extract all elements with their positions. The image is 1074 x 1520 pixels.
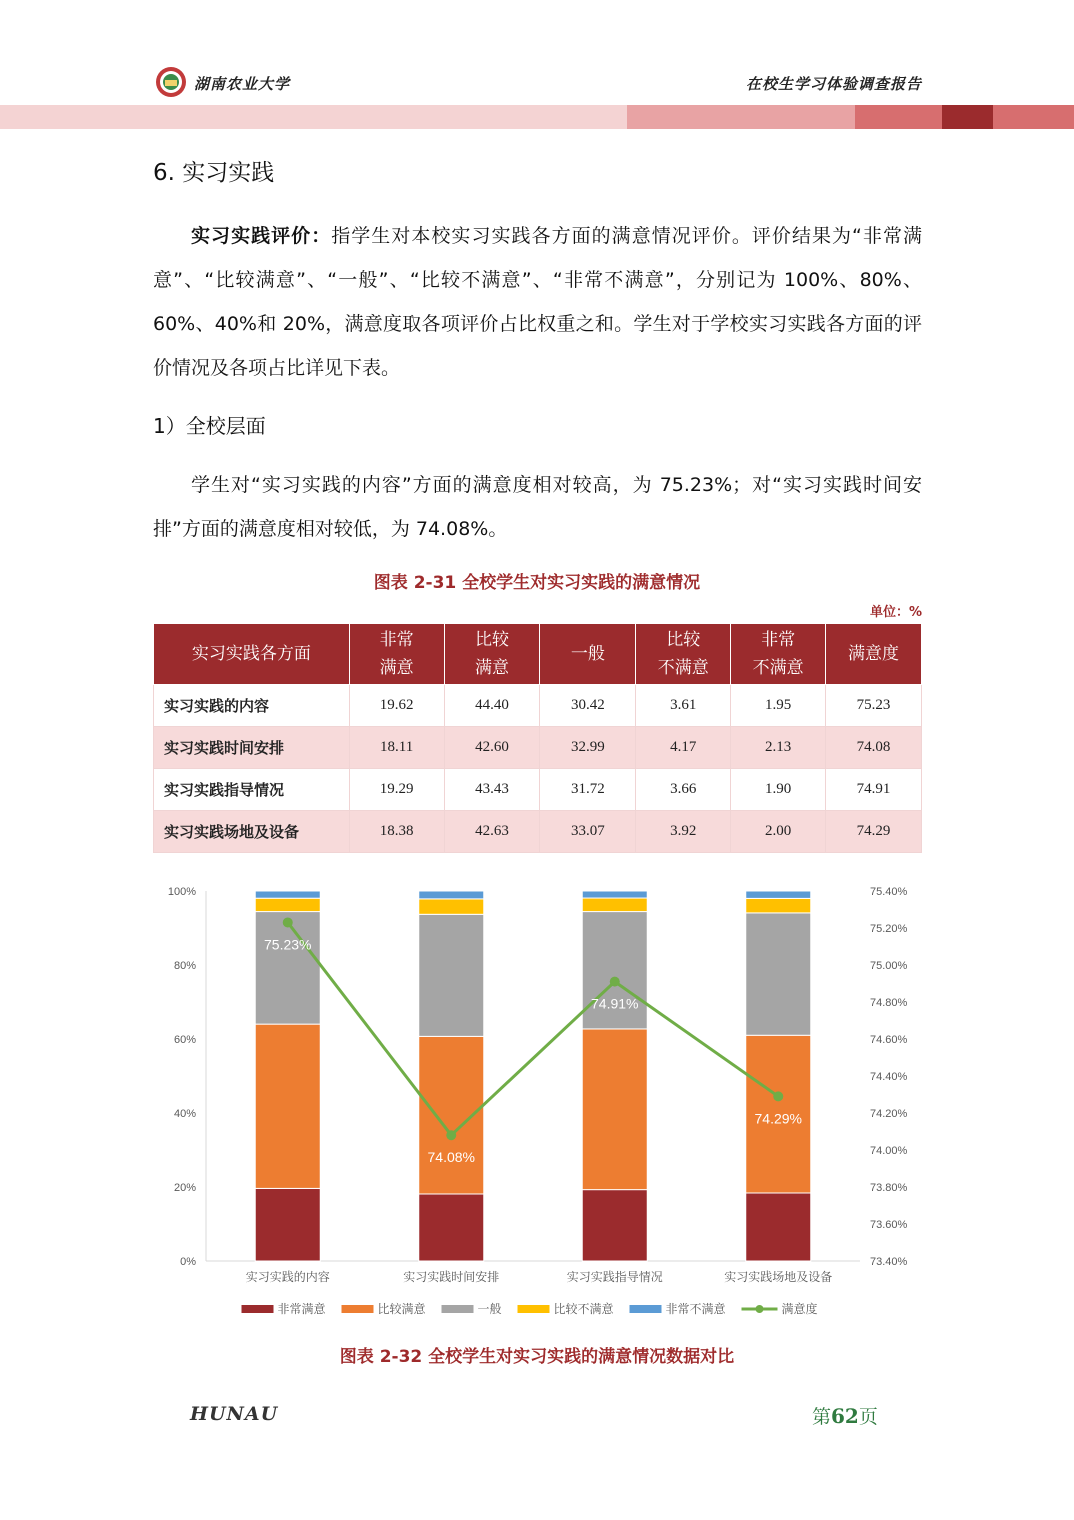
y-tick-label: 100% — [167, 886, 196, 898]
table-cell: 3.61 — [636, 685, 731, 727]
bar-segment — [255, 1024, 320, 1188]
header-line: 满意 — [475, 658, 509, 678]
header-line: 实习实践各方面 — [191, 644, 311, 664]
y2-tick-label: 75.20% — [870, 923, 908, 935]
header-cell — [349, 624, 444, 685]
y2-tick-label: 75.40% — [870, 886, 908, 898]
chart-caption: 图表 2-32 全校学生对实习实践的满意情况数据对比 — [339, 1347, 735, 1367]
page-prefix: 第 — [812, 1406, 832, 1428]
table-cell: 75.23 — [826, 685, 922, 727]
university-name: 湖南农业大学 — [194, 75, 291, 93]
x-tick-label: 实习实践时间安排 — [403, 1270, 500, 1284]
x-tick-label: 实习实践场地及设备 — [724, 1270, 833, 1284]
bar-segment — [419, 891, 484, 899]
summary-paragraph: 学生对“实习实践的内容”方面的满意度相对较高，为 75.23%；对“实习实践时间安排”方面的满意度相对较低，为 74.08%。 — [153, 474, 922, 540]
header-line: 比较 — [666, 630, 701, 650]
y-tick-label: 60% — [173, 1034, 196, 1046]
table-cell: 18.11 — [349, 727, 444, 769]
table-cell: 3.92 — [636, 811, 731, 853]
data-label: 74.91% — [591, 995, 639, 1012]
bar-segment — [582, 898, 647, 912]
header-line: 非常 — [761, 630, 796, 650]
y2-tick-label: 74.40% — [870, 1071, 908, 1083]
table-row — [154, 769, 922, 811]
table-row — [154, 727, 922, 769]
y2-tick-label: 73.80% — [870, 1182, 908, 1194]
row-label: 实习实践指导情况 — [154, 769, 350, 811]
header-line: 不满意 — [657, 658, 709, 678]
header-band-segment — [855, 105, 942, 129]
table-cell: 2.13 — [731, 727, 826, 769]
table-cell: 33.07 — [540, 811, 636, 853]
intro-paragraph — [153, 214, 922, 390]
bar-segment — [746, 891, 811, 898]
legend-label: 非常满意 — [277, 1302, 326, 1316]
header-line: 不满意 — [752, 658, 804, 678]
row-label: 实习实践时间安排 — [154, 727, 350, 769]
y2-tick-label: 74.20% — [870, 1108, 908, 1120]
page-number — [812, 1402, 878, 1429]
report-title: 在校生学习体验调查报告 — [745, 75, 922, 93]
satisfaction-point — [773, 1091, 783, 1101]
x-tick-label: 实习实践的内容 — [245, 1270, 330, 1284]
table-header-row — [154, 624, 922, 685]
y-tick-label: 20% — [173, 1182, 196, 1194]
header-line: 非常 — [379, 630, 414, 650]
subsection-title: 1）全校层面 — [153, 414, 266, 438]
bar-segment — [419, 899, 484, 914]
table-cell: 4.17 — [636, 727, 731, 769]
legend-label: 一般 — [477, 1302, 502, 1316]
satisfaction-point — [610, 977, 620, 987]
y2-tick-label: 74.00% — [870, 1145, 908, 1157]
bar-segment — [582, 1029, 647, 1190]
table-cell: 74.29 — [826, 811, 922, 853]
bar-segment — [746, 913, 811, 1035]
header-band-segment — [627, 105, 855, 129]
header-cell — [826, 624, 922, 685]
bar-segment — [582, 891, 647, 898]
legend-label: 满意度 — [781, 1302, 818, 1316]
section-title: 6. 实习实践 — [153, 160, 275, 186]
table-cell: 1.90 — [731, 769, 826, 811]
x-tick-label: 实习实践指导情况 — [566, 1270, 663, 1284]
header-cell — [731, 624, 826, 685]
data-label: 74.08% — [427, 1149, 475, 1166]
bar-segment — [255, 1188, 320, 1261]
table-cell: 74.91 — [826, 769, 922, 811]
table-cell: 42.60 — [444, 727, 540, 769]
table-row — [154, 811, 922, 853]
legend-swatch — [242, 1305, 274, 1313]
table-cell: 18.38 — [349, 811, 444, 853]
y-tick-label: 40% — [173, 1108, 196, 1120]
y2-tick-label: 73.60% — [870, 1219, 908, 1231]
table-caption: 图表 2-31 全校学生对实习实践的满意情况 — [373, 573, 701, 593]
y2-tick-label: 74.60% — [870, 1034, 908, 1046]
row-label: 实习实践场地及设备 — [154, 811, 350, 853]
table-cell: 3.66 — [636, 769, 731, 811]
stacked-bar-line-chart — [153, 873, 922, 1333]
satisfaction-line — [288, 922, 779, 1135]
legend-marker — [756, 1305, 764, 1313]
y-tick-label: 80% — [173, 960, 196, 972]
header-band-segment — [0, 105, 627, 129]
y2-tick-label: 75.00% — [870, 960, 908, 972]
bar-segment — [746, 1193, 811, 1261]
intro-text: 指学生对本校实习实践各方面的满意情况评价。评价结果为“非常满意”、“比较满意”、“一般”、“比较不满意”、“非常不满意”，分别记为 100%、80%、60%、40%和 20%，满意度取各项评价占比权重之和。学生对于学校实习实践各方面的评价情况及各项占比详见下表。 — [153, 225, 922, 379]
bar-segment — [419, 914, 484, 1036]
legend-label: 比较不满意 — [553, 1302, 614, 1316]
legend-swatch — [442, 1305, 474, 1313]
y2-tick-label: 74.80% — [870, 997, 908, 1009]
header-band-segment — [942, 105, 993, 129]
table-unit: 单位：% — [869, 605, 922, 620]
table-row — [154, 685, 922, 727]
table-cell: 2.00 — [731, 811, 826, 853]
footer-logo: HUNAU — [190, 1403, 279, 1425]
page-number-value: 62 — [831, 1404, 859, 1428]
header-line: 比较 — [475, 630, 509, 650]
satisfaction-table — [153, 623, 922, 853]
bar-segment — [419, 1194, 484, 1261]
header-cell — [636, 624, 731, 685]
bar-segment — [255, 898, 320, 911]
data-label: 75.23% — [264, 936, 312, 953]
intro-bold-term: 实习实践评价： — [191, 225, 332, 247]
table-cell: 19.29 — [349, 769, 444, 811]
table-cell: 74.08 — [826, 727, 922, 769]
header-line: 满意 — [379, 658, 414, 678]
legend-swatch — [630, 1305, 662, 1313]
table-cell: 30.42 — [540, 685, 636, 727]
header-line: 满意度 — [848, 644, 900, 664]
page-header — [0, 0, 1074, 130]
satisfaction-point — [283, 917, 293, 927]
table-cell: 19.62 — [349, 685, 444, 727]
bar-segment — [255, 891, 320, 898]
table-cell: 42.63 — [444, 811, 540, 853]
header-line: 一般 — [570, 644, 605, 664]
data-label: 74.29% — [754, 1110, 802, 1127]
header-cell — [444, 624, 540, 685]
bar-segment — [582, 1190, 647, 1261]
bar-segment — [255, 912, 320, 1025]
table-cell: 43.43 — [444, 769, 540, 811]
university-seal-icon — [155, 66, 187, 98]
satisfaction-point — [446, 1130, 456, 1140]
row-label: 实习实践的内容 — [154, 685, 350, 727]
y2-tick-label: 73.40% — [870, 1256, 908, 1268]
table-cell: 1.95 — [731, 685, 826, 727]
header-band-segment — [993, 105, 1074, 129]
legend-swatch — [342, 1305, 374, 1313]
legend-label: 非常不满意 — [665, 1302, 726, 1316]
table-cell: 32.99 — [540, 727, 636, 769]
page-suffix: 页 — [858, 1406, 878, 1428]
table-cell: 31.72 — [540, 769, 636, 811]
bar-segment — [746, 898, 811, 913]
legend-label: 比较满意 — [377, 1302, 426, 1316]
table-cell: 44.40 — [444, 685, 540, 727]
header-cell — [540, 624, 636, 685]
y-tick-label: 0% — [180, 1256, 196, 1268]
header-cell — [154, 624, 350, 685]
legend-swatch — [518, 1305, 550, 1313]
